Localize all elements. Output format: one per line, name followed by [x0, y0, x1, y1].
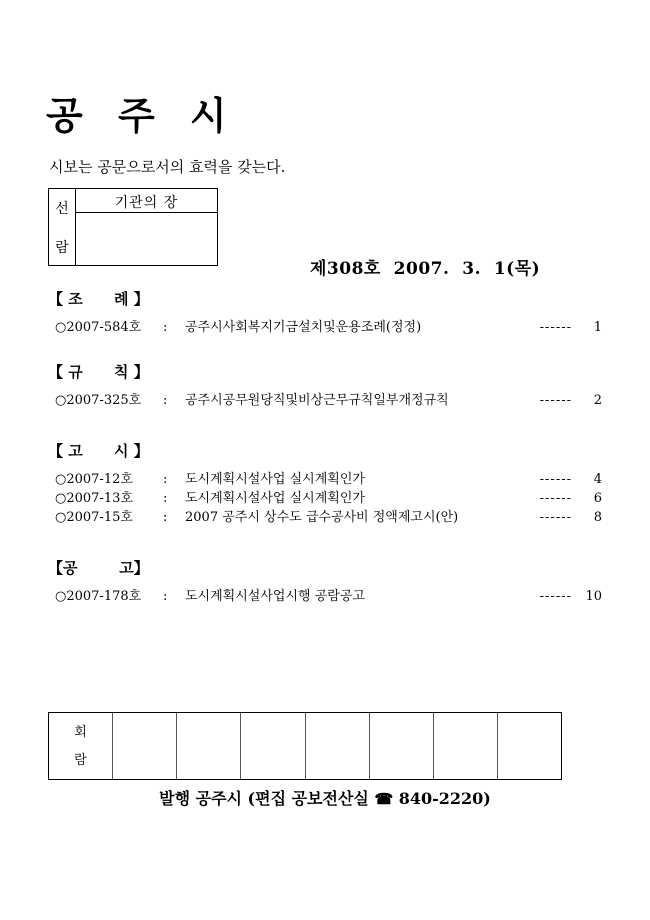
approval-stamp-box: [48, 188, 218, 266]
circulation-signature-cell[interactable]: [241, 713, 305, 779]
telephone-icon: ☎: [374, 790, 394, 808]
entry-page-number: 2: [593, 393, 602, 408]
list-item[interactable]: [55, 508, 602, 527]
footer-publisher-line: [0, 791, 650, 807]
circulation-label-cell: [49, 713, 113, 779]
entry-page-number: 1: [593, 320, 602, 335]
section-title: 【 규 칙 】: [48, 363, 149, 381]
circulation-signature-cell[interactable]: [306, 713, 370, 779]
entry-page-number: 8: [593, 510, 602, 525]
entry-title: 도시계획시설사업 실시계획인가: [185, 472, 365, 487]
list-item[interactable]: [55, 391, 602, 410]
approval-header: 기관의 장: [76, 189, 217, 213]
circulation-signature-cell[interactable]: [434, 713, 498, 779]
entry-colon: :: [163, 320, 168, 335]
entry-leader: ------: [539, 393, 572, 408]
entry-number: ○2007-15호: [55, 510, 133, 525]
entry-number: ○2007-584호: [55, 320, 142, 335]
entry-title: 공주시사회복지기금설치및운용조례(정정): [185, 320, 422, 335]
entry-title: 공주시공무원당직및비상근무규칙일부개정규칙: [185, 393, 449, 408]
footer-text-before: 발행 공주시 (편집 공보전산실: [159, 789, 375, 808]
entry-leader: ------: [539, 491, 572, 506]
section-entries: [48, 391, 602, 410]
entry-number: ○2007-178호: [55, 589, 142, 604]
contents-list: [48, 292, 602, 610]
entry-page-number: 6: [593, 491, 602, 506]
section-title: 【 고 시 】: [48, 442, 149, 460]
section-ordinance: [48, 292, 602, 337]
circulation-signature-cell[interactable]: [113, 713, 177, 779]
approval-label-bottom: 람: [55, 240, 69, 256]
circulation-label-top: 회: [74, 725, 87, 740]
masthead-title: 공 주 시: [46, 93, 238, 138]
section-title: 【공 고】: [48, 559, 149, 577]
entry-leader: ------: [539, 320, 572, 335]
list-item[interactable]: [55, 489, 602, 508]
tagline: 시보는 공문으로서의 효력을 갖는다.: [49, 158, 286, 176]
section-rule: [48, 365, 602, 410]
entry-number: ○2007-13호: [55, 491, 133, 506]
circulation-signature-cell[interactable]: [370, 713, 434, 779]
entry-colon: :: [163, 393, 168, 408]
entry-title: 도시계획시설사업시행 공람공고: [185, 589, 365, 604]
entry-leader: ------: [539, 472, 572, 487]
entry-title: 도시계획시설사업 실시계획인가: [185, 491, 365, 506]
entry-title: 2007 공주시 상수도 급수공사비 정액제고시(안): [185, 510, 459, 525]
section-entries: [48, 587, 602, 606]
section-title: 【 조 례 】: [48, 290, 149, 308]
footer-phone-number: 840-2220): [393, 789, 491, 808]
entry-colon: :: [163, 589, 168, 604]
entry-colon: :: [163, 472, 168, 487]
entry-page-number: 4: [593, 472, 602, 487]
entry-leader: ------: [539, 589, 572, 604]
circulation-table: [48, 712, 562, 780]
section-notice: [48, 444, 602, 527]
approval-label-top: 선: [55, 201, 69, 217]
circulation-signature-cell[interactable]: [177, 713, 241, 779]
circulation-label-bottom: 람: [74, 753, 87, 768]
issue-number-and-date: 제308호 2007. 3. 1(목): [310, 259, 541, 279]
entry-colon: :: [163, 491, 168, 506]
approval-signature-area: [76, 213, 217, 265]
entry-number: ○2007-325호: [55, 393, 142, 408]
entry-number: ○2007-12호: [55, 472, 133, 487]
entry-leader: ------: [539, 510, 572, 525]
list-item[interactable]: [55, 318, 602, 337]
section-public-announcement: [48, 561, 602, 606]
section-entries: [48, 318, 602, 337]
entry-colon: :: [163, 510, 168, 525]
circulation-signature-cell[interactable]: [498, 713, 561, 779]
list-item[interactable]: [55, 587, 602, 606]
approval-left-column: [49, 189, 76, 265]
section-entries: [48, 470, 602, 527]
entry-page-number: 10: [585, 589, 602, 604]
approval-right-column: [76, 189, 217, 265]
list-item[interactable]: [55, 470, 602, 489]
